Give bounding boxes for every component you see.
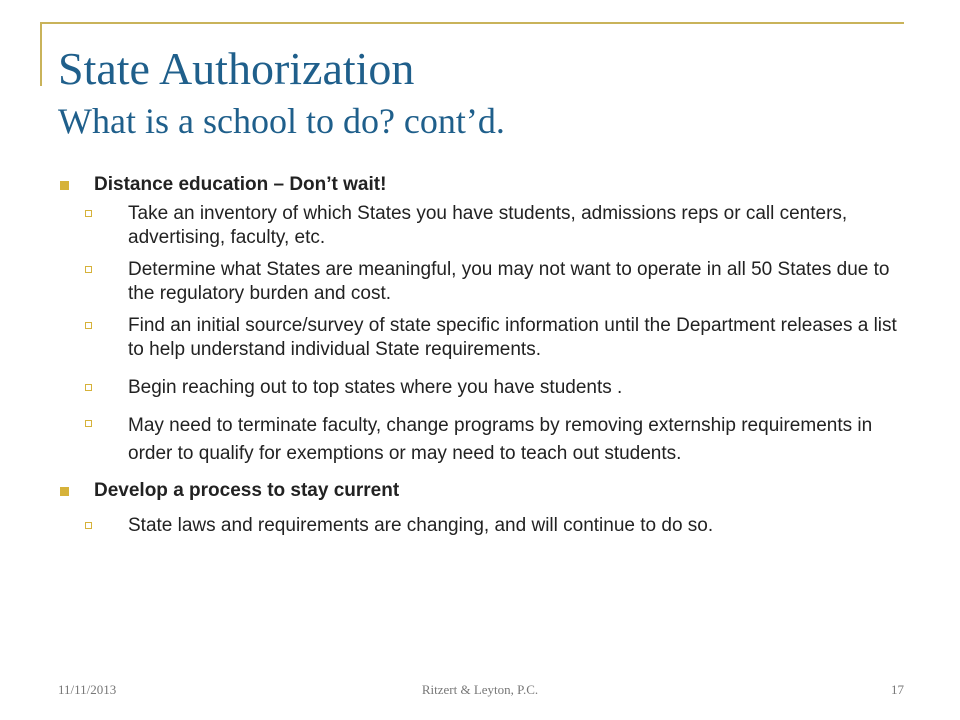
frame-left-line [40,22,42,86]
sub-bullet-state-laws [60,514,910,538]
slide-subtitle: What is a school to do? cont’d. [58,101,505,141]
sub-bullet-meaningful-states [60,258,910,306]
square-bullet-icon [60,181,69,190]
sub-bullet-reach-out [60,376,910,400]
sub-bullet-text: Determine what States are meaningful, you may not want to operate in all 50 States due to the regulatory burden and cost. [128,259,890,304]
frame-top-line [40,22,904,24]
footer-date: 11/11/2013 [58,682,117,697]
sub-bullet-inventory [60,202,910,250]
hollow-square-bullet-icon [85,420,92,427]
hollow-square-bullet-icon [85,266,92,273]
hollow-square-bullet-icon [85,384,92,391]
bullet-text: Develop a process to stay current [94,480,400,501]
bullet-develop-process [60,478,910,504]
slide-content [60,172,910,538]
footer-page-number: 17 [891,682,904,697]
footer-company: Ritzert & Leyton, P.C. [421,682,539,697]
sub-bullet-text: May need to terminate faculty, change programs by removing externship requirements in order to qualify for exemptions or may need to teach out students. [128,415,873,464]
bullet-distance-education [60,172,910,198]
sub-bullet-terminate-faculty [60,412,910,468]
sub-bullet-text: Take an inventory of which States you have students, admissions reps or call centers, advertising, faculty, etc. [128,203,848,248]
sub-bullet-text: State laws and requirements are changing, and will continue to do so. [128,515,714,536]
square-bullet-icon [60,487,69,496]
bullet-text: Distance education – Don’t wait! [94,174,387,195]
sub-bullet-text: Find an initial source/survey of state specific information until the Department releases a list to help understand individual State requirements. [128,315,897,360]
sub-bullet-initial-source [60,314,910,362]
sub-bullet-text: Begin reaching out to top states where you have students . [128,377,623,398]
title-block [58,40,918,144]
slide-title: State Authorization [58,43,415,94]
hollow-square-bullet-icon [85,522,92,529]
hollow-square-bullet-icon [85,322,92,329]
hollow-square-bullet-icon [85,210,92,217]
